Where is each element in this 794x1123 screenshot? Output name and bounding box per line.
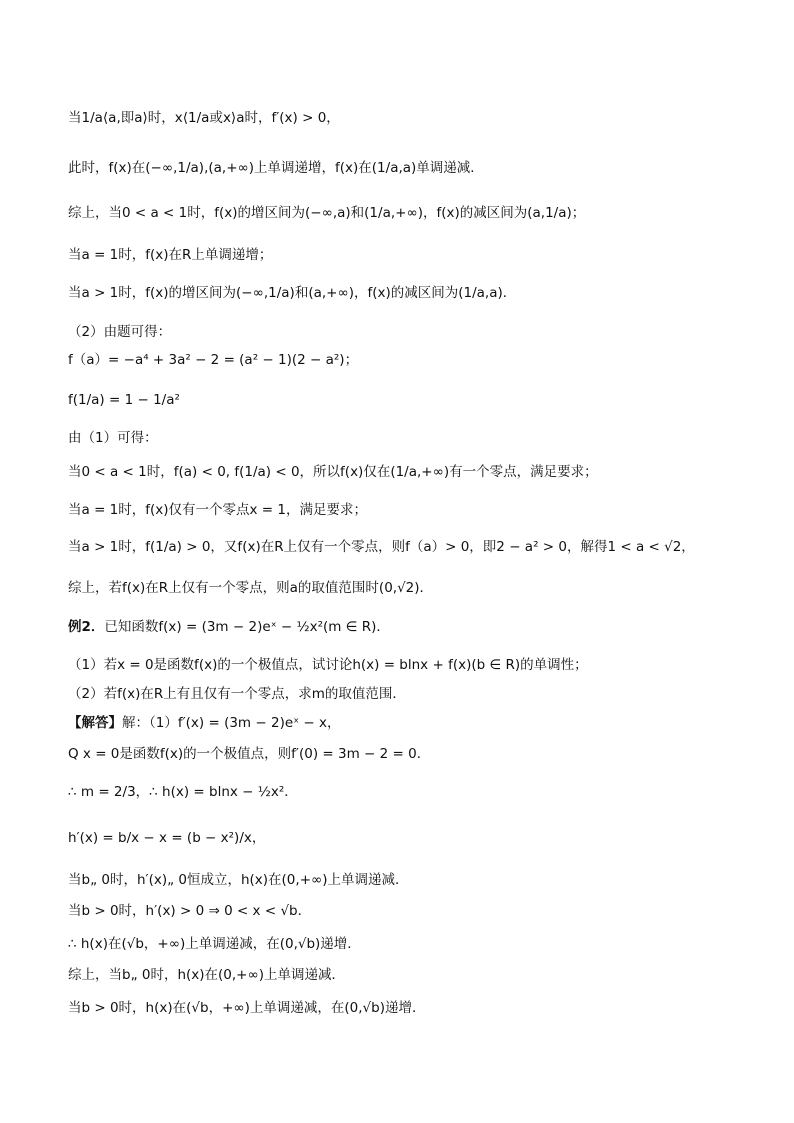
text-line: ∴ m = 2/3，∴ h(x) = blnx − ½x²． [68,784,298,800]
text-line: 当b„ 0时，h′(x)„ 0恒成立，h(x)在(0,+∞)上单调递减． [68,872,409,888]
question-line: （1）若x = 0是函数f(x)的一个极值点，试讨论h(x) = blnx + f(x)(b ∈ R)的单调性； [68,657,588,673]
text-line: 当a = 1时，f(x)在R上单调递增； [68,247,273,263]
text-line: 当a > 1时，f(1/a) > 0，又f(x)在R上仅有一个零点，则f（a）> 0，即2 − a² > 0，解得1 < a < √2， [68,539,695,555]
example-text: 已知函数f(x) = (3m − 2)eˣ − ½x²(m ∈ R)． [104,619,390,635]
text-line: 由（1）可得： [68,430,158,446]
formula-line: f（a）= −a⁴ + 3a² − 2 = (a² − 1)(2 − a²)； [68,352,359,368]
text-line: 当b > 0时，h(x)在(√b，+∞)上单调递减，在(0,√b)递增． [68,1000,426,1016]
text-line: 当b > 0时，h′(x) > 0 ⇒ 0 < x < √b． [68,903,312,919]
text-line: 当0 < a < 1时，f(a) < 0, f(1/a) < 0，所以f(x)仅在(1/a,+∞)有一个零点，满足要求； [68,464,598,480]
text-line: 综上，若f(x)在R上仅有一个零点，则a的取值范围时(0,√2)． [68,580,434,596]
text-line: 综上，当0 < a < 1时，f(x)的增区间为(−∞,a)和(1/a,+∞)，f(x)的减区间为(a,1/a)； [68,205,586,221]
text-line: 此时，f(x)在(−∞,1/a),(a,+∞)上单调递增，f(x)在(1/a,a)单调递减． [68,160,484,176]
text-line: 当a = 1时，f(x)仅有一个零点x = 1，满足要求； [68,502,368,518]
text-line: 当1/a⟨a,即a⟩时，x⟨1/a或x⟩a时，f′(x) > 0， [68,110,340,126]
text-line: 综上，当b„ 0时，h(x)在(0,+∞)上单调递减． [68,967,345,983]
section-heading: （2）由题可得： [68,324,172,340]
text-line: ∴ h(x)在(√b，+∞)上单调递减，在(0,√b)递增． [68,936,361,952]
answer-line [68,713,738,733]
example-line [68,617,738,637]
answer-text: 解：（1）f′(x) = (3m − 2)eˣ − x， [122,715,341,731]
text-line: Q x = 0是函数f(x)的一个极值点，则f′(0) = 3m − 2 = 0． [68,746,431,762]
text-line: 当a > 1时，f(x)的增区间为(−∞,1/a)和(a,+∞)，f(x)的减区间为(1/a,a)． [68,285,517,301]
example-label: 例2． [68,619,105,635]
formula-line: h′(x) = b/x − x = (b − x²)/x， [68,830,266,846]
question-line: （2）若f(x)在R上有且仅有一个零点，求m的取值范围． [68,686,406,702]
answer-label: 【解答】 [68,715,122,731]
formula-line: f(1/a) = 1 − 1/a² [68,392,180,408]
